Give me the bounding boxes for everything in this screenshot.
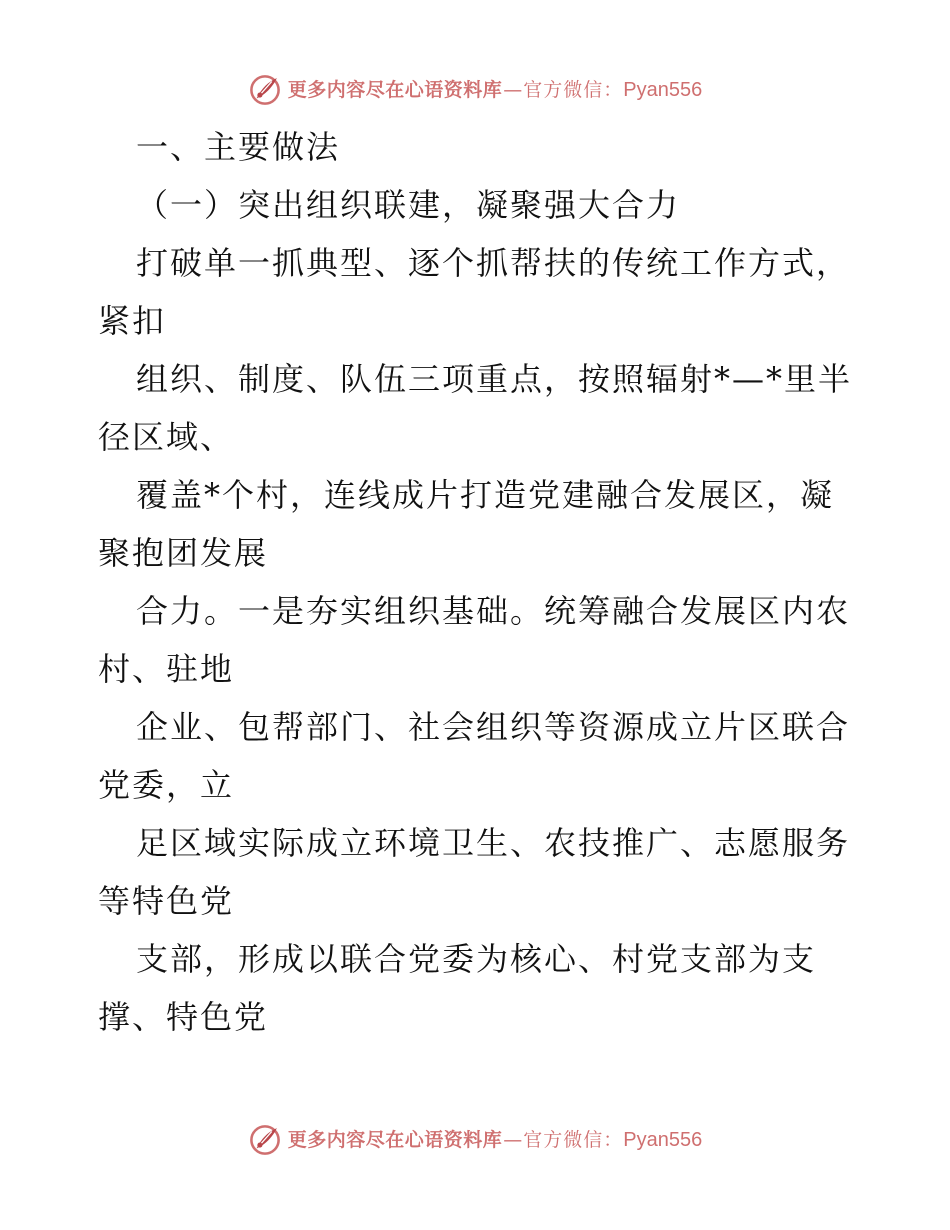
paragraph-line: 聚抱团发展: [98, 534, 269, 572]
paragraph-line: 支部，形成以联合党委为核心、村党支部为支: [136, 940, 817, 978]
footer-banner: [0, 1120, 950, 1160]
paragraph-line: 打破单一抓典型、逐个抓帮扶的传统工作方式，: [136, 244, 851, 282]
footer-banner-text: [288, 1130, 703, 1150]
document-body: [98, 118, 858, 1046]
header-banner-separator: —: [503, 79, 523, 101]
header-banner: [0, 70, 950, 110]
header-banner-text: [288, 80, 703, 100]
paragraph-line: 组织、制度、队伍三项重点，按照辐射*—*里半: [136, 360, 853, 398]
paragraph-line: 企业、包帮部门、社会组织等资源成立片区联合: [136, 708, 851, 746]
footer-wechat-label: 官方微信：: [523, 1129, 624, 1151]
header-wechat-id: Pyan556: [623, 79, 703, 101]
paragraph-line: 覆盖*个村，连线成片打造党建融合发展区，凝: [136, 476, 835, 514]
paragraph-line: 党委，立: [98, 766, 235, 804]
quill-pen-logo-icon: [248, 1123, 282, 1157]
paragraph-line: 足区域实际成立环境卫生、农技推广、志愿服务: [136, 824, 851, 862]
paragraph-line: 合力。一是夯实组织基础。统筹融合发展区内农: [136, 592, 851, 630]
paragraph-line: 等特色党: [98, 882, 235, 920]
subsection-heading: （一）突出组织联建，凝聚强大合力: [136, 186, 681, 224]
paragraph-line: 撑、特色党: [98, 998, 269, 1036]
section-heading: 一、主要做法: [136, 128, 341, 166]
header-banner-main: 更多内容尽在心语资料库: [287, 79, 503, 101]
quill-pen-logo-icon: [248, 73, 282, 107]
footer-banner-separator: —: [503, 1129, 523, 1151]
header-wechat-label: 官方微信：: [523, 79, 624, 101]
paragraph-line: 紧扣: [98, 302, 167, 340]
footer-banner-main: 更多内容尽在心语资料库: [287, 1129, 503, 1151]
paragraph-line: 村、驻地: [98, 650, 235, 688]
footer-wechat-id: Pyan556: [623, 1129, 703, 1151]
paragraph-line: 径区域、: [98, 418, 235, 456]
